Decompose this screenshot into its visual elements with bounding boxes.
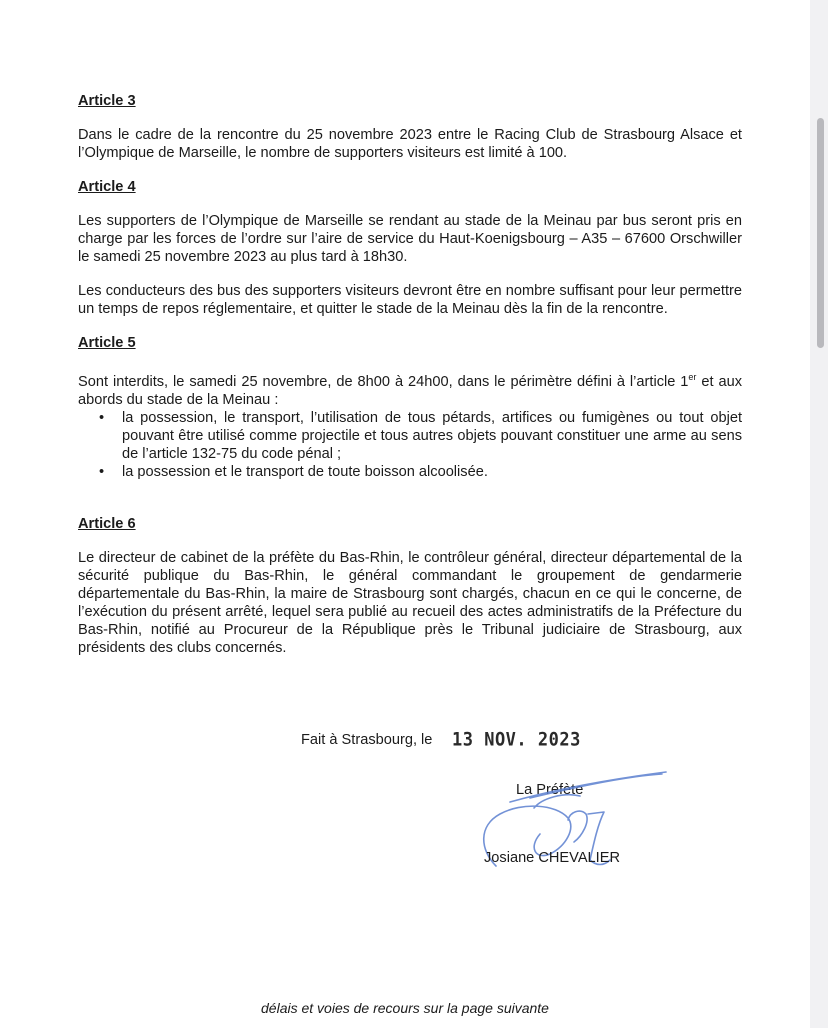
article-4-title: Article 4 bbox=[78, 179, 136, 195]
date-stamp: 13 NOV. 2023 bbox=[452, 729, 581, 751]
article-6-title: Article 6 bbox=[78, 515, 136, 532]
signatory-name: Josiane CHEVALIER bbox=[484, 850, 620, 866]
place-and-date-line: Fait à Strasbourg, le bbox=[301, 732, 433, 748]
article-3-text: Dans le cadre de la rencontre du 25 novembre 2023 entre le Racing Club de Strasbourg Alsace et l’Olympique de Marseille, le nombre de supporters visiteurs est limité à 100. bbox=[78, 127, 742, 161]
list-item-text: la possession et le transport de toute boisson alcoolisée. bbox=[122, 463, 488, 480]
article-3-title: Article 3 bbox=[78, 93, 136, 109]
article-6-text: Le directeur de cabinet de la préfète du Bas-Rhin, le contrôleur général, directeur départemental de la sécurité publique du Bas-Rhin, le général commandant le groupement de gendarmerie départementale du Bas-Rhin, la maire de Strasbourg sont chargés, chacun en ce qui le concerne, de l’exécution du présent arrêté, lequel sera publié au recueil des actes administratifs de la Préfecture du Bas-Rhin, notifié au Procureur de la République près le Tribunal judiciaire de Strasbourg, aux présidents des clubs concernés. bbox=[78, 549, 742, 656]
list-item-text: la possession, le transport, l’utilisation de tous pétards, artifices ou fumigènes ou tout objet pouvant être utilisé comme projectile et tous autres objets pouvant constituer une arme au sens de l’article 132-75 du code pénal ; bbox=[122, 409, 742, 462]
article-5-intro-sup: er bbox=[688, 372, 697, 382]
list-item bbox=[99, 409, 742, 463]
article-5-intro-after: et aux abords du stade de la Meinau : bbox=[78, 373, 742, 408]
bullet-icon: • bbox=[99, 463, 105, 480]
vertical-scrollbar[interactable] bbox=[810, 0, 828, 1028]
article-5-list bbox=[78, 409, 742, 481]
signatory-role: La Préfète bbox=[516, 782, 584, 798]
article-5-title: Article 5 bbox=[78, 335, 136, 351]
article-5-intro bbox=[78, 368, 742, 409]
scrollbar-thumb[interactable] bbox=[817, 118, 824, 348]
article-5-intro-before: Sont interdits, le samedi 25 novembre, de 8h00 à 24h00, dans le périmètre défini à l’article 1 bbox=[78, 373, 689, 390]
article-4-text-1: Les supporters de l’Olympique de Marseille se rendant au stade de la Meinau par bus seront pris en charge par les forces de l’ordre sur l’aire de service du Haut-Koenigsbourg – A35 – 67600 Orschwiller le samedi 25 novembre 2023 au plus tard à 18h30. bbox=[78, 213, 742, 265]
list-item bbox=[99, 463, 742, 481]
footer-note: délais et voies de recours sur la page suivante bbox=[261, 1000, 549, 1016]
article-4-text-2: Les conducteurs des bus des supporters visiteurs devront être en nombre suffisant pour leur permettre un temps de repos réglementaire, et quitter le stade de la Meinau dès la fin de la rencontre. bbox=[78, 283, 742, 317]
document-body bbox=[78, 92, 742, 673]
bullet-icon: • bbox=[99, 409, 105, 426]
